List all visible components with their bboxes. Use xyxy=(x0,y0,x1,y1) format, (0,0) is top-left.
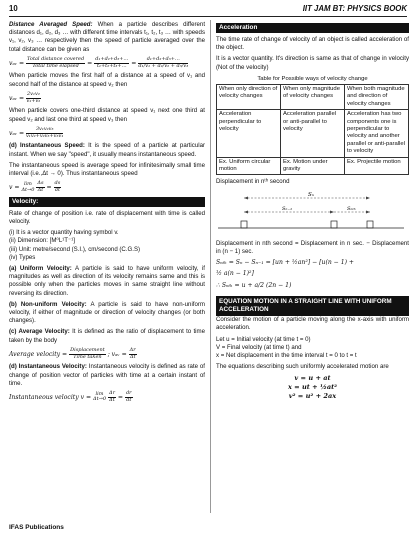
acceleration-section-bar: Acceleration xyxy=(216,23,409,33)
avg-velocity-num-1: Displacement xyxy=(70,346,105,353)
inst-velocity-fraction-1 xyxy=(108,391,116,404)
das-formula-lhs: vₐᵥ = xyxy=(9,59,25,67)
avg-velocity-mid: ; vₐᵥ = xyxy=(107,350,127,358)
sn1-label: Sₙ₋₁ xyxy=(282,205,293,212)
inst-speed-heading: (d) Instantaneous Speed: xyxy=(9,142,85,150)
table-row xyxy=(217,157,409,175)
inst-velocity-text: Instantaneous velocity is defined as rate of change of position vector of particles with time at a certain instant of time. xyxy=(9,363,205,387)
half-distance-num: 2v₁v₂ xyxy=(26,90,40,97)
table-cell: Acceleration parallel or anti-parallel to velocity xyxy=(281,110,345,157)
displacement-eq-2: ½ a(n − 1)²] xyxy=(216,270,254,278)
table-caption: Table for Possible ways of velocity change xyxy=(257,75,368,82)
das-fraction-3 xyxy=(138,57,188,70)
inst-velocity-den-2: dt xyxy=(126,396,132,403)
list-item: x = Net displacement in the time interval t = 0 to t = t xyxy=(216,351,357,359)
inst-speed-paragraph xyxy=(9,142,205,158)
half-distance-fraction xyxy=(26,92,41,105)
avg-velocity-fraction-2 xyxy=(129,348,137,361)
table-cell: Ex. Uniform circular motion xyxy=(217,157,281,175)
acceleration-text-2: It is a vector quantity. It's direction is same as that of change in velocity (Not of the velocity) xyxy=(216,55,409,71)
sn-label: Sₙ xyxy=(308,191,314,198)
list-item: (ii) Dimension: [M⁰L¹T⁻¹] xyxy=(9,237,75,245)
inst-speed-den-2: dt xyxy=(54,187,61,194)
third-time-den: v₁v₂+v₂v₃+v₃v₁ xyxy=(25,132,64,139)
list-item: (iii) Unit: metre/second (S.I.), cm/second (C.G.S) xyxy=(9,245,141,253)
inst-speed-lhs: v = xyxy=(9,184,20,192)
table-cell: Acceleration perpendicular to velocity xyxy=(217,110,281,157)
avg-velocity-text: It is defined as the ratio of displacement to time taken by the body xyxy=(9,328,205,344)
nonuniform-velocity-text: A particle is said to have non-uniform velocity, if either of magnitude or direction of velocity changes (or both changes). xyxy=(9,300,205,325)
half-distance-den: v₁+v₂ xyxy=(26,97,41,104)
inst-velocity-lim-sub: Δt→0 xyxy=(93,396,107,403)
footer-publisher: IFAS Publications xyxy=(9,524,64,531)
das-den-3: d₁/v₁ + d₂/v₂ + d₃/v₃ xyxy=(138,62,189,69)
velocity-points-list xyxy=(9,229,205,262)
uniform-velocity-paragraph xyxy=(9,265,205,298)
particle-marker xyxy=(241,221,247,228)
inst-speed-formula xyxy=(9,181,205,194)
third-time-fraction xyxy=(26,127,63,140)
half-distance-formula xyxy=(9,92,205,105)
arrow-right-icon xyxy=(366,196,370,199)
list-item: V = Final velocity (at time t) and xyxy=(216,343,302,351)
das-formula: vₐᵥ = $\frac{\text{Total distance covered}}{\text{Total time elapsed}}$ = $\frac{\text{d₁+d₂+d₃+…}}{\text{t₁+t₂+t₃+…}}$ = $\frac{\text{d₁+d₂+d₃+…}}{\text{d₁/v₁ + d₂/v₂ + d₃/v₃}}$ xyxy=(9,55,189,69)
das-den-2: t₁+t₂+t₃+… xyxy=(96,62,127,69)
table-row xyxy=(217,85,409,110)
inst-speed-eq: = xyxy=(46,184,52,192)
velocity-section-bar: Velocity: xyxy=(9,197,205,207)
particle-marker xyxy=(367,221,373,228)
equation-1: v = u + at xyxy=(294,374,331,383)
inst-velocity-lim: lim xyxy=(95,390,104,397)
avg-velocity-den-1: Time taken xyxy=(73,353,102,360)
das-paragraph xyxy=(9,21,205,54)
table-cell: Acceleration has two components one is perpendicular to velocity and another parallel or anti-parallel to velocity xyxy=(345,110,409,157)
equation-3: v² = u² + 2ax xyxy=(288,391,337,400)
uniform-velocity-text: A particle is said to have uniform velocity, if magnitudes as well as direction of its velocity remains same and this is possible only when the particles moves in same straight line without reversing its direction. xyxy=(9,265,205,297)
page-header xyxy=(9,4,407,16)
inst-speed-den-1: Δt xyxy=(37,187,44,194)
equation-motion-bar: EQUATION MOTION IN A STRAIGHT LINE WITH UNIFORM ACCELERATION xyxy=(216,296,409,316)
das-num-1: Total distance covered xyxy=(26,55,85,62)
half-distance-lhs: vₐᵥ = xyxy=(9,94,25,102)
inst-speed-fraction-1 xyxy=(36,181,44,194)
table-cell: When both magnitude and direction of velocity changes xyxy=(345,85,409,110)
avg-velocity-lhs: Average velocity = xyxy=(9,350,68,358)
das-num-3: d₁+d₂+d₃+… xyxy=(138,57,188,64)
avg-velocity-num-2: Δr xyxy=(129,346,136,353)
das-heading: Distance Averaged Speed: xyxy=(9,21,93,28)
inst-speed-text-2: The instantaneous speed is average speed for infinitesimally small time interval (i.e.,Δt → 0). Thus instantaneous speed xyxy=(9,161,205,178)
list-item: Let u = Initial velocity (at time t = 0) xyxy=(216,335,311,343)
list-item: (iv) Types xyxy=(9,253,36,261)
displacement-eq-1: Sₙₜₕ = Sₙ − Sₙ₋₁ = [un + ½an²] − [u(n − 1) + xyxy=(216,259,355,267)
avg-velocity-den-2: Δt xyxy=(129,353,136,360)
displacement-diagram xyxy=(216,190,409,238)
avg-velocity-paragraph xyxy=(9,328,205,344)
avg-velocity-fraction-1 xyxy=(69,348,106,361)
das-fraction-2 xyxy=(94,57,129,70)
third-time-lhs: vₐᵥ = xyxy=(9,129,25,137)
inst-velocity-den-1: Δt xyxy=(109,396,115,403)
snth-label: Sₙₜₕ xyxy=(347,205,356,212)
equation-intro: Consider the motion of a particle moving along the x-axis with uniform acceleration. xyxy=(216,316,409,332)
equation-definitions xyxy=(216,336,409,361)
displacement-label: Displacement in nᵗʰ second xyxy=(216,178,290,186)
arrow-right-icon xyxy=(366,210,370,213)
avg-velocity-heading: (c) Average Velocity: xyxy=(9,328,70,336)
acceleration-text-1: The time rate of change of velocity of an object is called acceleration of the object. xyxy=(216,36,409,52)
displacement-eq-3: ∴ Sₙₜₕ = u + a/2 (2n − 1) xyxy=(216,281,292,289)
das-text: When a particle describes different distances d₁, d₂, d₃ … with different time intervals t₁, t₂, t₃ … with speeds v₁, v₂, v₃ … respectively then the speed of particle averaged over the total distance can be given as xyxy=(9,21,206,53)
inst-speed-limit xyxy=(21,182,34,194)
page-number: 10 xyxy=(9,4,18,13)
nonuniform-velocity-heading: (b) Non-uniform Velocity: xyxy=(9,300,87,308)
das-num-2: d₁+d₂+d₃+… xyxy=(95,55,129,62)
inst-velocity-fraction-2 xyxy=(125,391,133,404)
inst-velocity-limit xyxy=(93,392,106,404)
table-cell: Ex. Projectile motion xyxy=(345,157,409,175)
equation-text: The equations describing such uniformly accelerated motion are xyxy=(216,363,389,371)
inst-speed-text: It is the speed of a particle at particular instant. When we say "speed", it usually means instantaneous speed. xyxy=(9,142,205,158)
table-cell: When only direction of velocity changes xyxy=(217,85,281,110)
equation-2: x = ut + ½at² xyxy=(287,382,338,391)
book-title: IIT JAM BT: PHYSICS BOOK xyxy=(302,4,407,13)
das-den-1: Total time elapsed xyxy=(32,62,79,69)
table-row xyxy=(217,110,409,157)
table-cell: When only magnitude of velocity changes xyxy=(281,85,345,110)
velocity-change-table xyxy=(216,84,409,175)
uniform-velocity-heading: (a) Uniform Velocity: xyxy=(9,265,72,273)
column-divider xyxy=(210,20,211,513)
arrow-left-icon xyxy=(244,210,248,213)
table-cell: Ex. Motion under gravity xyxy=(281,157,345,175)
list-item: (i) It is a vector quantity having symbol v. xyxy=(9,229,119,237)
arrow-right-icon xyxy=(330,210,334,213)
third-time-text: When particle covers one-third distance at speed v₁ next one third at speed v₂ and last one third at speed v₃ then xyxy=(9,107,205,123)
inst-speed-num-2: ds xyxy=(54,180,61,187)
arrow-left-icon xyxy=(244,196,248,199)
inst-speed-num-1: Δs xyxy=(37,180,44,187)
header-divider xyxy=(9,16,407,17)
particle-marker xyxy=(331,221,337,228)
inst-velocity-num-1: Δr xyxy=(108,390,115,397)
inst-velocity-paragraph xyxy=(9,363,205,388)
avg-velocity-formula xyxy=(9,348,205,361)
inst-speed-fraction-2 xyxy=(54,181,62,194)
displacement-text: Displacement in nth second = Displacement in n sec. − Displacement in (n − 1) sec. xyxy=(216,239,409,255)
inst-velocity-lhs: Instantaneous velocity v = xyxy=(9,393,92,401)
third-time-formula xyxy=(9,127,205,140)
left-column xyxy=(9,21,205,407)
inst-velocity-heading: (d) Instantaneous Velocity: xyxy=(9,363,87,371)
inst-speed-lim: lim xyxy=(23,180,32,187)
third-time-num: 3v₁v₂v₃ xyxy=(26,127,63,134)
inst-velocity-num-2: dr xyxy=(125,390,132,397)
inst-speed-lim-sub: Δt→0 xyxy=(21,186,35,193)
nonuniform-velocity-paragraph xyxy=(9,301,205,326)
inst-velocity-eq: = xyxy=(117,393,124,401)
inst-velocity-formula xyxy=(9,391,205,404)
right-column xyxy=(216,21,409,400)
das-fraction-1 xyxy=(26,57,85,70)
velocity-intro: Rate of change of position i.e. rate of displacement with time is called velocity. xyxy=(9,209,205,226)
half-distance-text: When particle moves the first half of a distance at a speed of v₁ and second half of the distance at speed v₂ then xyxy=(9,72,205,88)
